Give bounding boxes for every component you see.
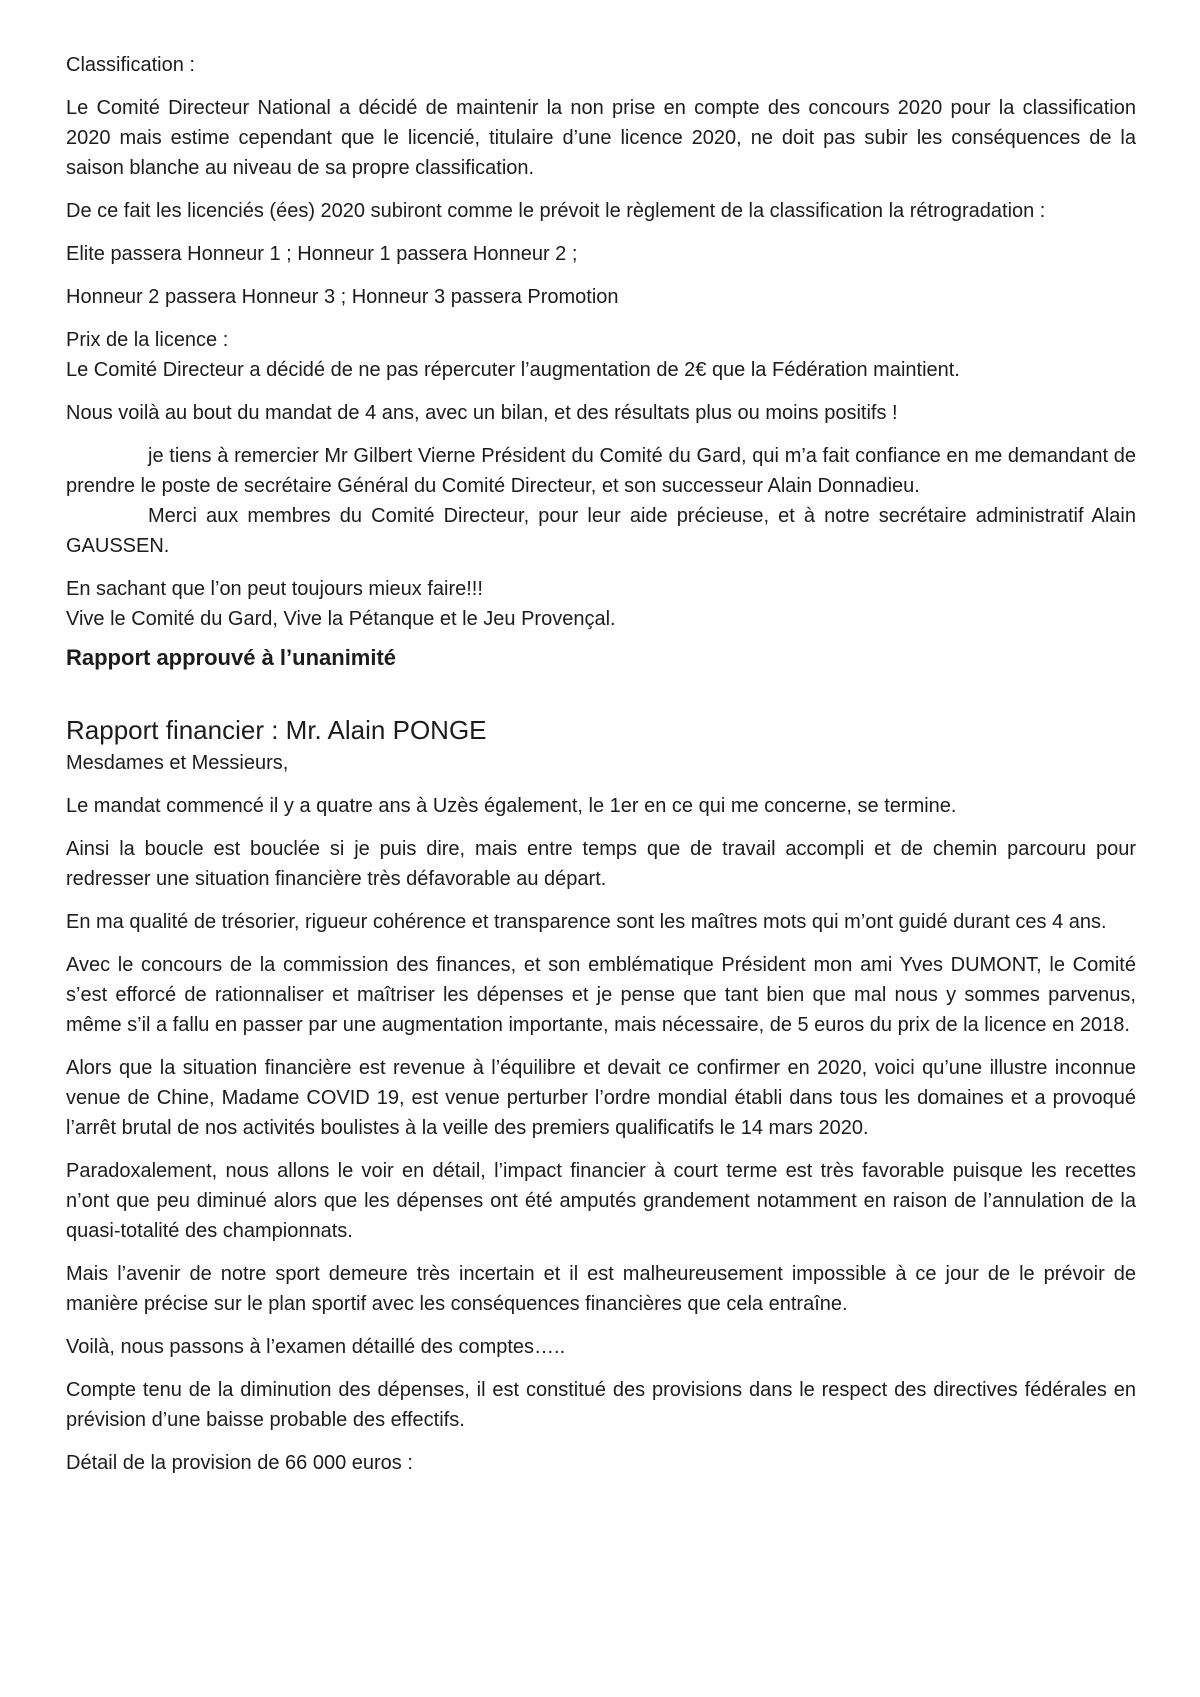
paragraph: Voilà, nous passons à l’examen détaillé des comptes…..: [66, 1336, 566, 1358]
document-body: [66, 50, 1136, 1478]
paragraph: Merci aux membres du Comité Directeur, pour leur aide précieuse, et à notre secrétaire administratif Alain GAUSSEN.: [66, 505, 1136, 557]
paragraph: Le mandat commencé il y a quatre ans à Uzès également, le 1er en ce qui me concerne, se termine.: [66, 795, 957, 817]
paragraph: Mais l’avenir de notre sport demeure très incertain et il est malheureusement impossible à ce jour de le prévoir de manière précise sur le plan sportif avec les conséquences financières que cela entraîne.: [66, 1263, 1136, 1315]
paragraph: Honneur 2 passera Honneur 3 ; Honneur 3 passera Promotion: [66, 286, 619, 308]
paragraph: je tiens à remercier Mr Gilbert Vierne Président du Comité du Gard, qui m’a fait confiance en me demandant de prendre le poste de secrétaire Général du Comité Directeur, et son successeur Alain Donnadieu.: [66, 445, 1136, 497]
paragraph: Compte tenu de la diminution des dépenses, il est constitué des provisions dans le respect des directives fédérales en prévision d’une baisse probable des effectifs.: [66, 1379, 1136, 1431]
heading: Rapport financier : Mr. Alain PONGE: [66, 715, 487, 745]
heading: Rapport approuvé à l’unanimité: [66, 645, 397, 670]
paragraph: Ainsi la boucle est bouclée si je puis dire, mais entre temps que de travail accompli et de chemin parcouru pour redresser une situation financière très défavorable au départ.: [66, 838, 1136, 890]
paragraph: Vive le Comité du Gard, Vive la Pétanque et le Jeu Provençal.: [66, 608, 616, 630]
paragraph: Avec le concours de la commission des finances, et son emblématique Président mon ami Yves DUMONT, le Comité s’est efforcé de rationnaliser et maîtriser les dépenses et je pense que tant bien que mal nous y sommes parvenus, même s’il a fallu en passer par une augmentation importante, mais nécessaire, de 5 euros du prix de la licence en 2018.: [66, 954, 1136, 1036]
paragraph: De ce fait les licenciés (ées) 2020 subiront comme le prévoit le règlement de la classification la rétrogradation :: [66, 200, 1046, 222]
paragraph: Alors que la situation financière est revenue à l’équilibre et devait ce confirmer en 2020, voici qu’une illustre inconnue venue de Chine, Madame COVID 19, est venue perturber l’ordre mondial établi dans tous les domaines et a provoqué l’arrêt brutal de nos activités boulistes à la veille des premiers qualificatifs le 14 mars 2020.: [66, 1057, 1136, 1139]
paragraph: En sachant que l’on peut toujours mieux faire!!!: [66, 578, 483, 600]
paragraph: Classification :: [66, 54, 195, 76]
paragraph: Mesdames et Messieurs,: [66, 752, 289, 774]
paragraph: Paradoxalement, nous allons le voir en détail, l’impact financier à court terme est très favorable puisque les recettes n’ont que peu diminué alors que les dépenses ont été amputés grandement notamment en raison de l’annulation de la quasi-totalité des championnats.: [66, 1160, 1136, 1242]
paragraph: Nous voilà au bout du mandat de 4 ans, avec un bilan, et des résultats plus ou moins positifs !: [66, 402, 898, 424]
paragraph: Prix de la licence :: [66, 329, 229, 351]
paragraph: Elite passera Honneur 1 ; Honneur 1 passera Honneur 2 ;: [66, 243, 578, 265]
paragraph: En ma qualité de trésorier, rigueur cohérence et transparence sont les maîtres mots qui m’ont guidé durant ces 4 ans.: [66, 911, 1107, 933]
paragraph: Le Comité Directeur a décidé de ne pas répercuter l’augmentation de 2€ que la Fédération maintient.: [66, 359, 960, 381]
paragraph: Le Comité Directeur National a décidé de maintenir la non prise en compte des concours 2020 pour la classification 2020 mais estime cependant que le licencié, titulaire d’une licence 2020, ne doit pas subir les conséquences de la saison blanche au niveau de sa propre classification.: [66, 97, 1136, 179]
paragraph: Détail de la provision de 66 000 euros :: [66, 1452, 413, 1474]
